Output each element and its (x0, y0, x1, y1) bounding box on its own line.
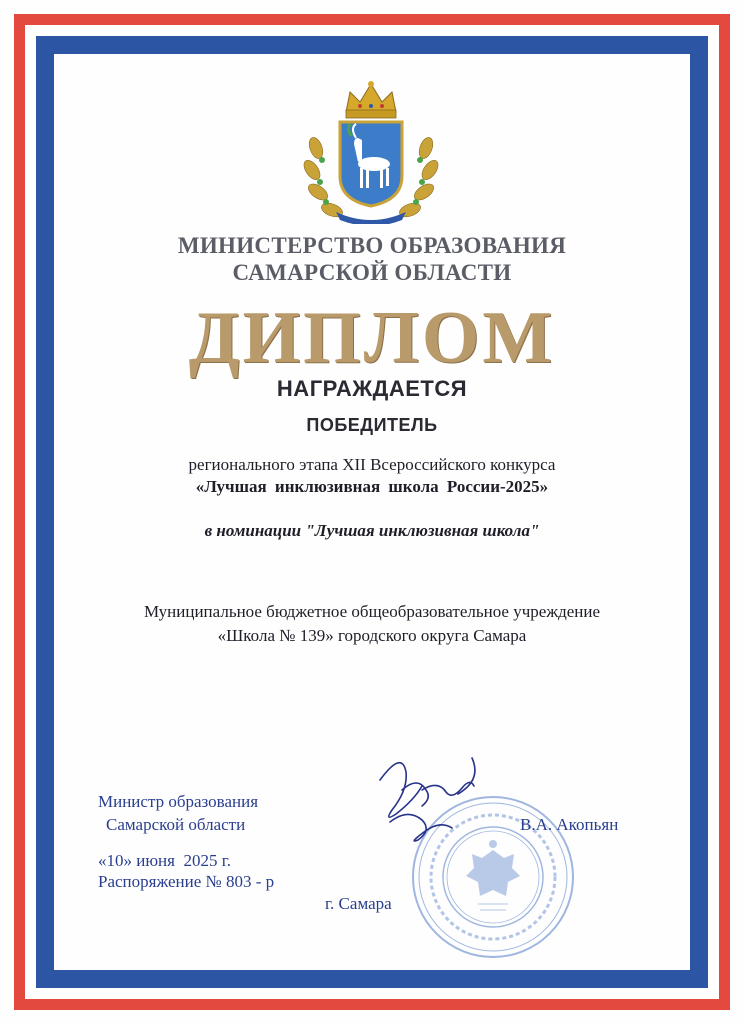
recipient-line-2: «Школа № 139» городского округа Самара (217, 626, 527, 645)
contest-name: «Лучшая инклюзивная школа России-2025» (195, 477, 549, 496)
coat-of-arms-icon (300, 78, 442, 224)
ministry-line-2: САМАРСКОЙ ОБЛАСТИ (232, 260, 512, 285)
winner-heading: ПОБЕДИТЕЛЬ (306, 415, 438, 435)
ministry-line-1: МИНИСТЕРСТВО ОБРАЗОВАНИЯ (177, 233, 567, 258)
recipient-organization (0, 600, 744, 648)
minister-title-line-1: Министр образования (98, 792, 259, 811)
handwritten-signature (362, 750, 492, 845)
issue-city: г. Самара (325, 894, 392, 913)
nomination-text: в номинации "Лучшая инклюзивная школа" (204, 521, 540, 540)
contest-stage-text: регионального этапа XII Всероссийского конкурса (188, 455, 556, 474)
issue-date: «10» июня 2025 г. (98, 851, 232, 870)
minister-title-line-2: Самарской области (106, 815, 246, 834)
order-number: Распоряжение № 803 - р (98, 872, 275, 891)
diploma-title: ДИПЛОМ (188, 297, 556, 379)
signatory-name: В.А. Акопьян (520, 815, 619, 834)
awarded-heading: НАГРАЖДАЕТСЯ (276, 376, 468, 401)
recipient-line-1: Муниципальное бюджетное общеобразовательное учреждение (143, 602, 601, 621)
ministry-name (0, 232, 744, 286)
